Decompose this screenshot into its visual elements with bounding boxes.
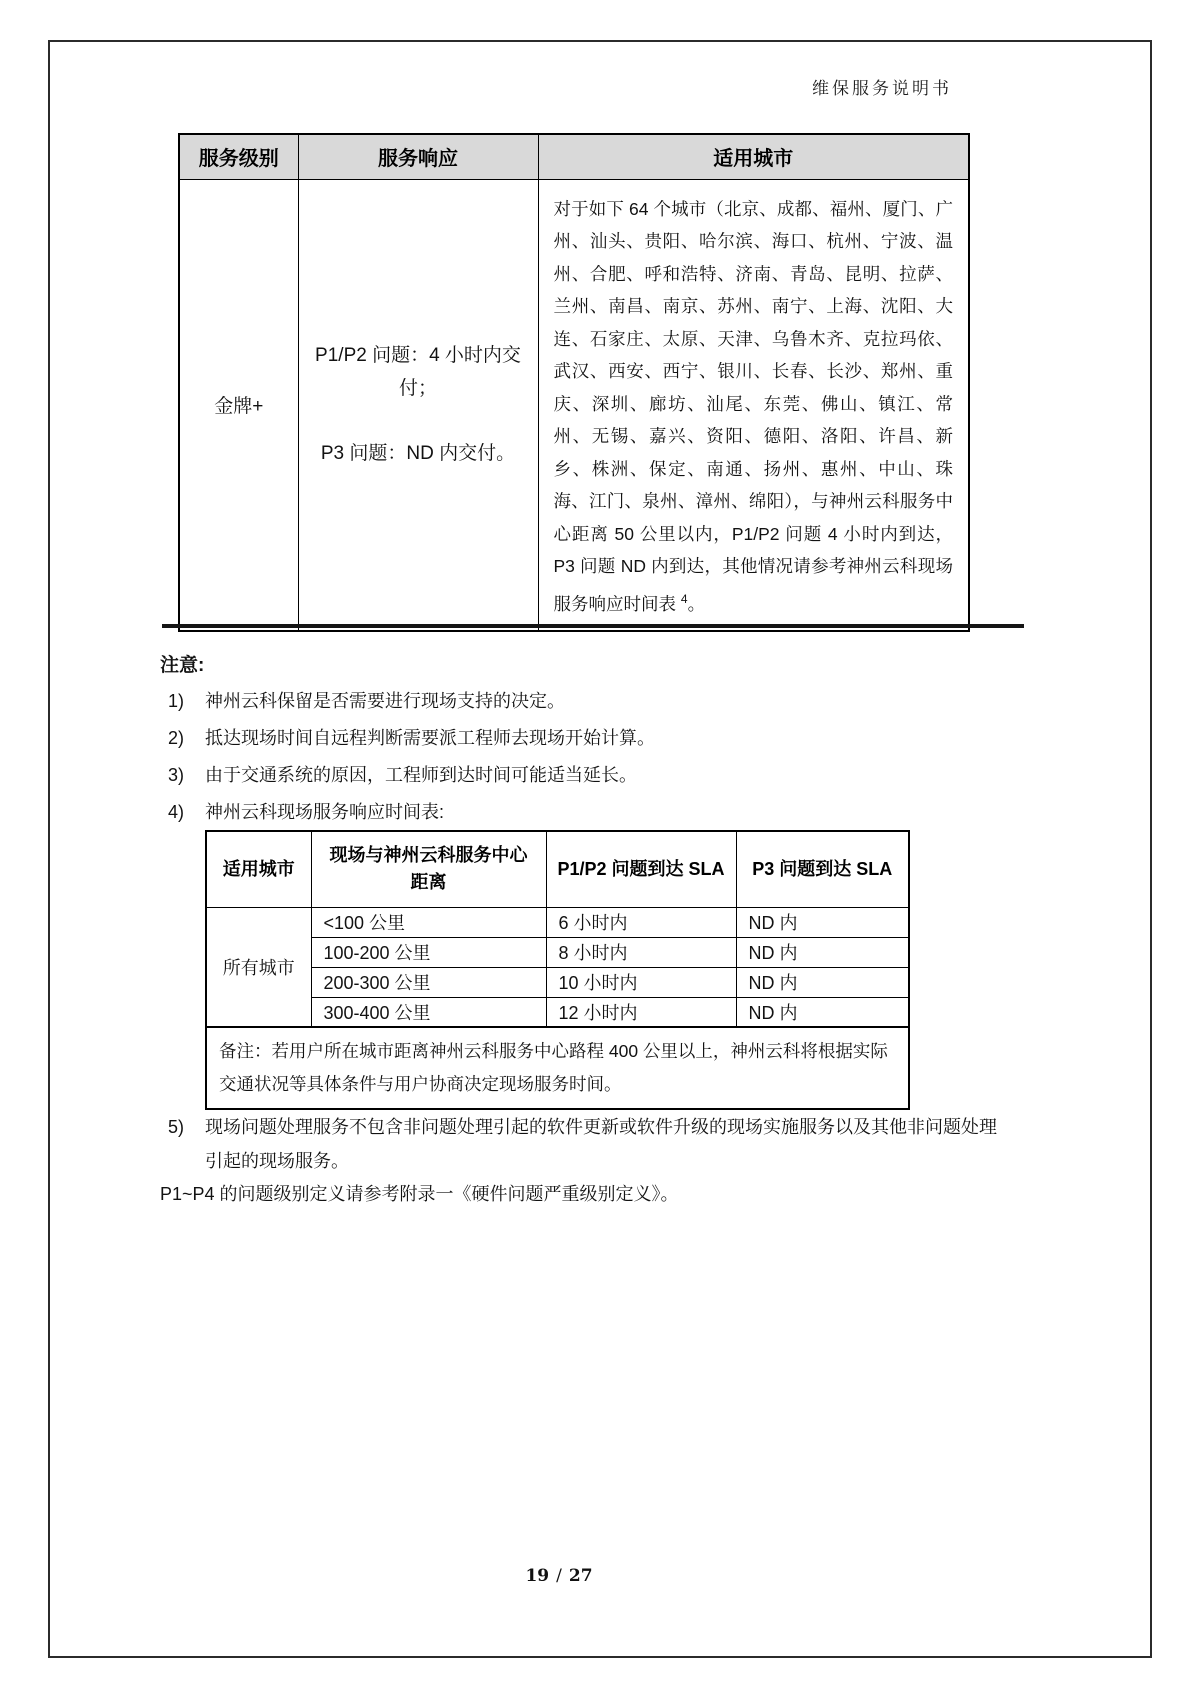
note-item-5 [160, 1110, 1006, 1178]
note-item-5-text: 现场问题处理服务不包含非问题处理引起的软件更新或软件升级的现场实施服务以及其他非问题处理引起的现场服务。 [205, 1117, 997, 1171]
note-item-2-text: 抵达现场时间自远程判断需要派工程师去现场开始计算。 [205, 728, 655, 748]
note-item-4-number: 4) [168, 802, 185, 822]
sla-row-3-p3: ND 内 [736, 967, 909, 997]
page-number-separator: / [556, 1566, 562, 1586]
note-item-5-number: 5) [168, 1117, 185, 1137]
sla-row-2-p3: ND 内 [736, 937, 909, 967]
sla-header-p1p2: P1/P2 问题到达 SLA [546, 831, 736, 907]
note-item-3 [160, 762, 1000, 788]
doc-header-title: 维保服务说明书 [812, 79, 952, 99]
page-footer [0, 1566, 1118, 1586]
cities-paragraph-end: 。 [687, 593, 706, 614]
sla-remark-text: 备注：若用户所在城市距离神州云科服务中心路程 400 公里以上，神州云科将根据实际交通状况等具体条件与用户协商决定现场服务时间。 [206, 1027, 909, 1109]
page-number-total: 27 [568, 1566, 593, 1586]
sla-row-3-distance: 200-300 公里 [311, 967, 546, 997]
service-table-row-gold-plus [179, 179, 969, 631]
service-response-cell [298, 179, 538, 631]
applicable-cities-cell [538, 179, 969, 631]
notes-heading: 注意: [160, 655, 205, 676]
sla-row-1 [206, 907, 909, 937]
onsite-sla-table [205, 830, 910, 1110]
service-level-table [178, 133, 970, 632]
sla-row-3-p12: 10 小时内 [546, 967, 736, 997]
sla-header-city: 适用城市 [206, 831, 311, 907]
header-cell-service-response: 服务响应 [298, 134, 538, 179]
note-item-1-number: 1) [168, 691, 185, 711]
page-number-current: 19 [525, 1566, 550, 1586]
footnote-ref-4: 4 [680, 591, 688, 606]
cities-paragraph: 对于如下 64 个城市（北京、成都、福州、厦门、广州、汕头、贵阳、哈尔滨、海口、杭州、宁波、温州、合肥、呼和浩特、济南、青岛、昆明、拉萨、兰州、南昌、南京、苏州、南宁、上海、沈阳、大连、石家庄、太原、天津、乌鲁木齐、克拉玛依、武汉、西安、西宁、银川、长春、长沙、郑州、重庆、深圳、廊坊、汕尾、东莞、佛山、镇江、常州、无锡、嘉兴、资阳、德阳、洛阳、许昌、新乡、株洲、保定、南通、扬州、惠州、中山、珠海、江门、泉州、漳州、绵阳），与神州云科服务中心距离 50 公里以内，P1/P2 问题 4 小时内到达，P3 问题 ND 内到达，其他情况请参考神州云科现场服务响应时间表 [553, 198, 953, 614]
sla-row-1-p12: 6 小时内 [546, 907, 736, 937]
note-item-1 [160, 688, 1000, 714]
note-item-2-number: 2) [168, 728, 185, 748]
sla-row-4-p3: ND 内 [736, 997, 909, 1027]
note-item-3-text: 由于交通系统的原因，工程师到达时间可能适当延长。 [205, 765, 637, 785]
sla-row-4-distance: 300-400 公里 [311, 997, 546, 1027]
sla-row-2 [206, 937, 909, 967]
header-cell-service-level: 服务级别 [179, 134, 298, 179]
sla-row-4 [206, 997, 909, 1027]
sla-row-4-p12: 12 小时内 [546, 997, 736, 1027]
note-item-4 [160, 799, 1000, 825]
service-level-value: 金牌+ [179, 179, 298, 631]
sla-table-header-row [206, 831, 909, 907]
sla-row-1-p3: ND 内 [736, 907, 909, 937]
sla-row-3 [206, 967, 909, 997]
header-cell-applicable-cities: 适用城市 [538, 134, 969, 179]
sla-row-2-p12: 8 小时内 [546, 937, 736, 967]
severity-definition-reference: P1~P4 的问题级别定义请参考附录一《硬件问题严重级别定义》。 [160, 1184, 679, 1204]
sla-header-distance: 现场与神州云科服务中心距离 [311, 831, 546, 907]
sla-header-p3: P3 问题到达 SLA [736, 831, 909, 907]
sla-row-2-distance: 100-200 公里 [311, 937, 546, 967]
response-p1p2: P1/P2 问题：4 小时内交付； [315, 345, 521, 400]
note-item-3-number: 3) [168, 765, 185, 785]
sla-remark-row [206, 1027, 909, 1109]
response-p3: P3 问题：ND 内交付。 [320, 443, 516, 465]
note-item-2 [160, 725, 1000, 751]
sla-city-group: 所有城市 [206, 907, 311, 1027]
section-divider-rule [162, 624, 1024, 628]
service-table-header-row [179, 134, 969, 179]
sla-row-1-distance: <100 公里 [311, 907, 546, 937]
note-item-1-text: 神州云科保留是否需要进行现场支持的决定。 [205, 691, 565, 711]
note-item-4-text: 神州云科现场服务响应时间表: [205, 802, 444, 822]
